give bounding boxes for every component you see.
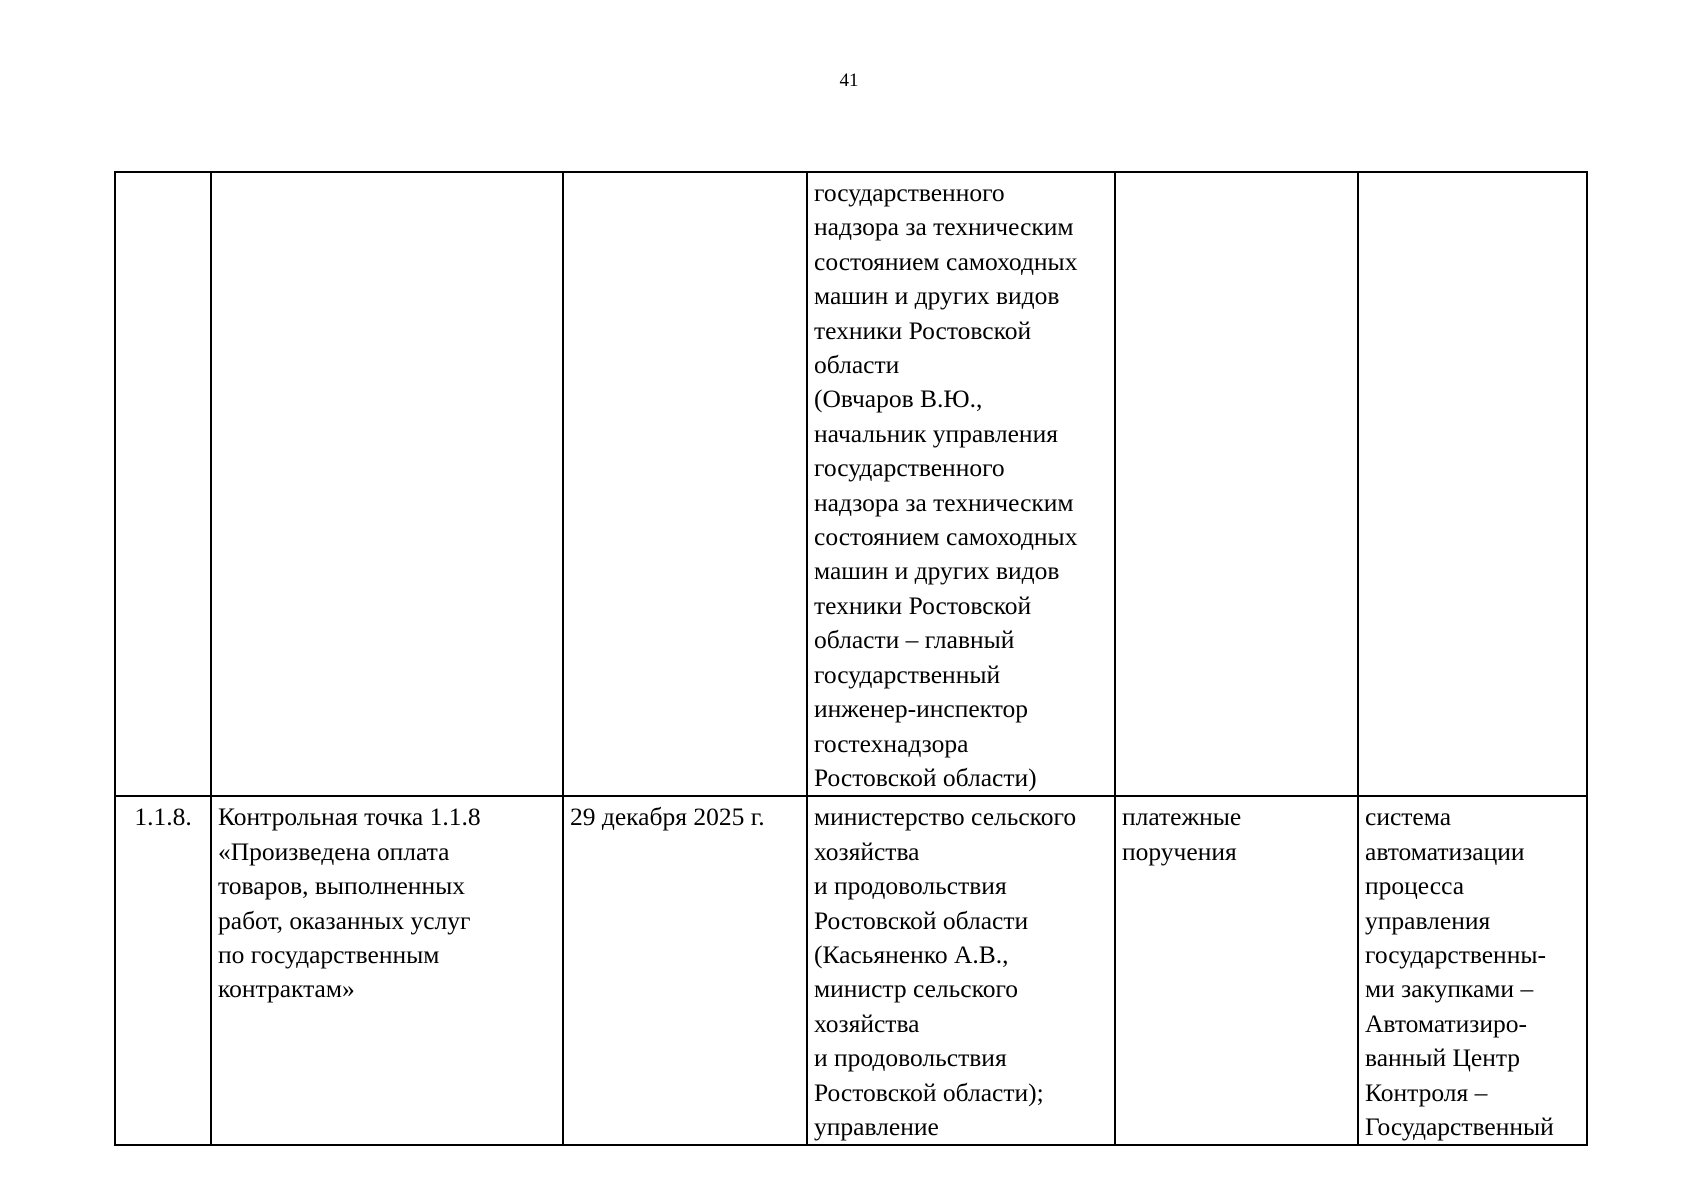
text-line: и продовольствия bbox=[814, 1043, 1007, 1073]
text-line: Контрольная точка 1.1.8 bbox=[218, 802, 481, 832]
cell-document bbox=[1115, 172, 1358, 796]
text-line: машин и других видов bbox=[814, 556, 1060, 586]
text-line: надзора за техническим bbox=[814, 212, 1074, 242]
table-row bbox=[115, 796, 1587, 1145]
text-line: Государственный bbox=[1365, 1111, 1554, 1141]
text-line: министр сельского bbox=[814, 974, 1019, 1004]
text-line: государственны- bbox=[1365, 939, 1546, 969]
cell-date bbox=[563, 172, 807, 796]
cell-system bbox=[1358, 796, 1587, 1145]
cell-responsible bbox=[807, 172, 1115, 796]
text-line: техники Ростовской bbox=[814, 590, 1032, 620]
cell-number bbox=[115, 796, 211, 1145]
text-line: хозяйства bbox=[814, 1008, 920, 1038]
control-points-table bbox=[114, 171, 1588, 1146]
text-line: Ростовской области bbox=[814, 905, 1029, 935]
text-line: гостехнадзора bbox=[814, 728, 969, 758]
cell-document bbox=[1115, 796, 1358, 1145]
text-line: (Касьяненко А.В., bbox=[814, 939, 1009, 969]
text-line: Ростовской области); bbox=[814, 1077, 1044, 1107]
text-line: работ, оказанных услуг bbox=[218, 905, 471, 935]
text-line: министерство сельского bbox=[814, 802, 1077, 832]
text-line: государственный bbox=[814, 659, 1001, 689]
text-line: товаров, выполненных bbox=[218, 871, 465, 901]
text-line: области bbox=[814, 350, 900, 380]
page-number: 41 bbox=[839, 70, 859, 91]
text-line: начальник управления bbox=[814, 418, 1058, 448]
text-line: поручения bbox=[1122, 836, 1237, 866]
text-line: Ростовской области) bbox=[814, 762, 1037, 792]
cell-responsible bbox=[807, 796, 1115, 1145]
table-row bbox=[115, 172, 1587, 796]
text-line: государственного bbox=[814, 453, 1005, 483]
text-line: области – главный bbox=[814, 625, 1015, 655]
text-line: «Произведена оплата bbox=[218, 836, 450, 866]
cell-number bbox=[115, 172, 211, 796]
text-line: состоянием самоходных bbox=[814, 246, 1078, 276]
text-line: процесса bbox=[1365, 871, 1465, 901]
text-line: контрактам» bbox=[218, 974, 355, 1004]
text-line: платежные bbox=[1122, 802, 1242, 832]
text-line: Контроля – bbox=[1365, 1077, 1488, 1107]
text-line: ванный Центр bbox=[1365, 1043, 1521, 1073]
text-line: надзора за техническим bbox=[814, 487, 1074, 517]
text-line: ми закупками – bbox=[1365, 974, 1534, 1004]
text-line: техники Ростовской bbox=[814, 315, 1032, 345]
text-line: система bbox=[1365, 802, 1452, 832]
text-line: и продовольствия bbox=[814, 871, 1007, 901]
cell-system bbox=[1358, 172, 1587, 796]
text-line: состоянием самоходных bbox=[814, 522, 1078, 552]
text-line: инженер-инспектор bbox=[814, 694, 1029, 724]
text-line: государственного bbox=[814, 178, 1005, 207]
row-number: 1.1.8. bbox=[134, 802, 192, 832]
text-line: по государственным bbox=[218, 939, 440, 969]
text-line: автоматизации bbox=[1365, 836, 1525, 866]
cell-date bbox=[563, 796, 807, 1145]
due-date: 29 декабря 2025 г. bbox=[570, 802, 765, 832]
text-line: управления bbox=[1365, 905, 1491, 935]
cell-title bbox=[211, 796, 563, 1145]
text-line: (Овчаров В.Ю., bbox=[814, 384, 983, 414]
text-line: хозяйства bbox=[814, 836, 920, 866]
text-line: Автоматизиро- bbox=[1365, 1008, 1528, 1038]
text-line: машин и других видов bbox=[814, 281, 1060, 311]
cell-title bbox=[211, 172, 563, 796]
text-line: управление bbox=[814, 1111, 939, 1141]
